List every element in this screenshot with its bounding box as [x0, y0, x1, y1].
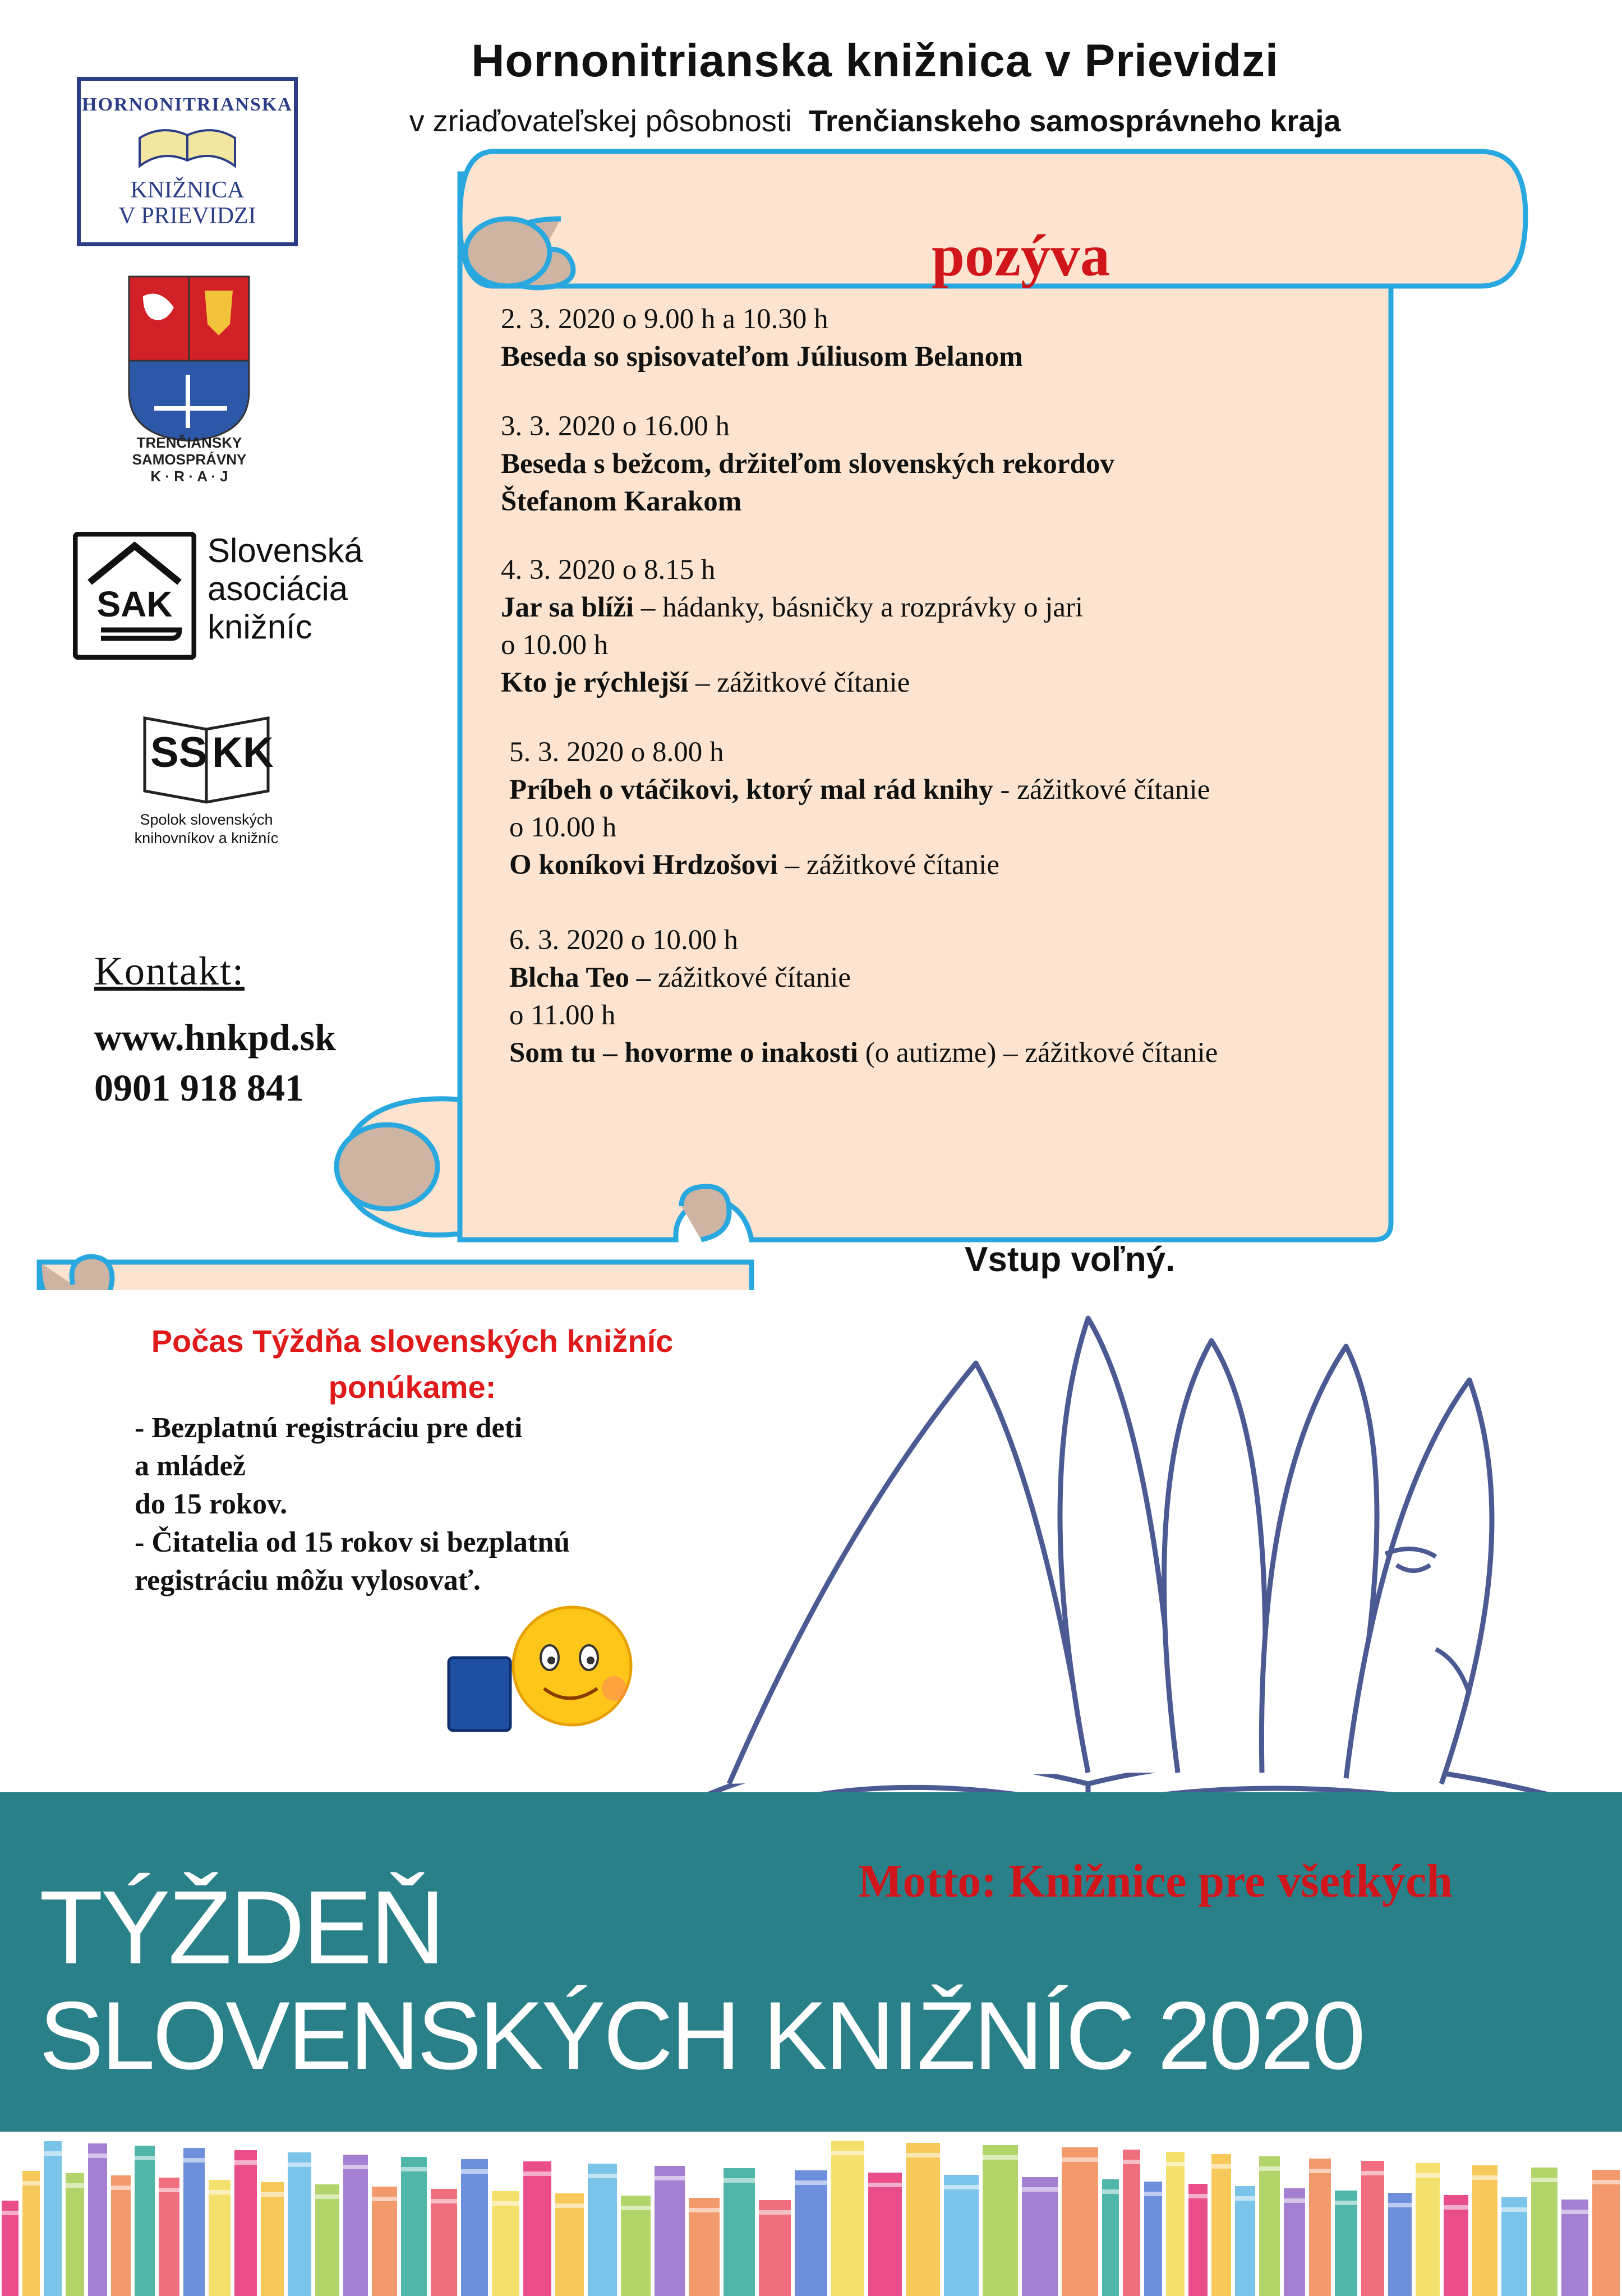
book-spine-band	[944, 2185, 979, 2189]
library-subtitle	[314, 104, 1436, 139]
book-spine	[1309, 2159, 1331, 2296]
book-spine-band	[401, 2167, 427, 2171]
book-spine	[261, 2182, 284, 2296]
event-item-title: O koníkovi Hrdzošovi	[509, 849, 778, 881]
book-spine	[159, 2178, 179, 2296]
book-spine	[1472, 2165, 1497, 2296]
event-date: 4. 3. 2020 o 8.15 h	[501, 554, 716, 586]
book-spine-band	[209, 2190, 231, 2194]
entry-free: Vstup voľný.	[965, 1240, 1176, 1279]
book-spine	[588, 2164, 617, 2296]
book-spine-band	[555, 2203, 584, 2208]
book-spine-band	[1259, 2166, 1280, 2171]
book-spine	[288, 2152, 311, 2296]
offer-heading-line1: Počas Týždňa slovenských knižníc	[151, 1323, 674, 1359]
region-line1: TRENČIANSKY	[136, 434, 242, 451]
subtitle-region: Trenčianskeho samosprávneho kraja	[808, 104, 1341, 138]
book-spine	[1123, 2150, 1140, 2296]
book-spine	[983, 2145, 1018, 2296]
offer-heading-line2: ponúkame:	[328, 1369, 496, 1405]
event-5	[509, 922, 1218, 1072]
book-spine	[795, 2170, 827, 2296]
contact-phone[interactable]: 0901 918 841	[94, 1066, 304, 1109]
book-spine-band	[461, 2169, 488, 2174]
book-spine	[1592, 2170, 1620, 2296]
book-spine-band	[2, 2211, 19, 2215]
sskk-logo	[128, 707, 285, 853]
book-spine	[724, 2168, 755, 2296]
sak-line2: asociácia	[208, 570, 348, 608]
book-spine	[1062, 2147, 1098, 2296]
book-spine	[88, 2143, 107, 2296]
book-spine	[209, 2180, 231, 2296]
event-item-title: Jar sa blíži	[501, 592, 634, 623]
event-4	[509, 734, 1210, 884]
book-spine	[1235, 2186, 1255, 2296]
sak-line1: Slovenská	[208, 532, 363, 569]
book-spine	[183, 2148, 205, 2296]
event-item-desc: – zážitkové čítanie	[688, 667, 910, 698]
book-spine-band	[1022, 2187, 1058, 2192]
offer-line: - Čitatelia od 15 rokov si bezplatnú	[135, 1526, 570, 1558]
book-spine	[1144, 2182, 1162, 2296]
banner-title-line1: TÝŽDEŇ	[39, 1870, 443, 1986]
book-spine-band	[795, 2180, 827, 2185]
book-spine-band	[492, 2201, 519, 2206]
book-spine	[1188, 2184, 1208, 2296]
book-spine-band	[88, 2154, 107, 2158]
book-spine-band	[689, 2208, 720, 2212]
event-item-desc: (o autizme) – zážitkové čítanie	[858, 1037, 1218, 1069]
sskk-abbr2: KK	[212, 729, 274, 776]
book-spine	[1259, 2156, 1280, 2296]
book-spine-band	[315, 2194, 339, 2199]
region-line2: SAMOSPRÁVNY	[132, 451, 247, 468]
book-spine-band	[1188, 2194, 1208, 2198]
coat-of-arms-icon	[121, 274, 258, 442]
book-spine-band	[655, 2176, 685, 2180]
motto: Motto: Knižnice pre všetkých	[858, 1855, 1453, 1907]
library-logo-line1: KNIŽNICA	[130, 177, 245, 203]
book-spine-band	[1102, 2189, 1119, 2194]
offer-heading	[118, 1318, 707, 1410]
book-spine	[135, 2146, 155, 2296]
book-spine	[1361, 2161, 1384, 2296]
book-spine	[555, 2193, 584, 2296]
book-spine	[1022, 2177, 1058, 2296]
book-spine	[66, 2173, 84, 2296]
book-spine	[906, 2143, 940, 2296]
book-spine-band	[868, 2183, 902, 2187]
book-spine-band	[1144, 2192, 1162, 2196]
book-spine-band	[431, 2199, 457, 2203]
event-time: o 10.00 h	[509, 812, 617, 843]
event-3	[501, 551, 1083, 702]
library-logo-line2: V PRIEVIDZI	[118, 203, 256, 229]
event-date: 6. 3. 2020 o 10.00 h	[509, 924, 738, 956]
book-spine	[492, 2191, 519, 2296]
book-spine-band	[111, 2185, 131, 2190]
book-spine-band	[183, 2158, 205, 2162]
library-logo-name	[81, 177, 294, 229]
book-spine	[1501, 2197, 1527, 2296]
event-time: o 10.00 h	[501, 629, 609, 661]
book-spine-band	[1444, 2205, 1468, 2210]
sak-logo	[73, 532, 196, 660]
event-item-desc: – hádanky, básničky a rozprávky o jari	[634, 592, 1084, 623]
book-spine	[944, 2175, 979, 2296]
book-spine-band	[621, 2206, 651, 2210]
event-item-title: Príbeh o vtáčikovi, ktorý mal rád knihy	[509, 774, 993, 806]
book-spine	[1388, 2193, 1412, 2296]
sak-line3: knižníc	[208, 608, 312, 646]
subtitle-prefix: v zriaďovateľskej pôsobnosti	[409, 104, 792, 138]
book-spine	[1102, 2179, 1119, 2296]
book-spine-band	[1335, 2201, 1357, 2205]
book-spine-band	[1284, 2198, 1305, 2203]
event-item-desc: – zážitkové čítanie	[777, 849, 999, 881]
book-spine-band	[343, 2165, 368, 2169]
book-spine	[1531, 2168, 1558, 2296]
book-spine	[372, 2187, 397, 2296]
book-spine-band	[1211, 2164, 1231, 2169]
book-spine-band	[523, 2171, 551, 2176]
event-item-title: Blcha Teo –	[509, 962, 651, 993]
sskk-line1: Spolok slovenských	[140, 811, 273, 828]
book-spine	[1211, 2154, 1231, 2296]
book-spine-band	[906, 2153, 940, 2157]
event-title: Beseda so spisovateľom Júliusom Belanom	[501, 341, 1023, 372]
sak-abbr: SAK	[96, 584, 173, 624]
book-spine-band	[234, 2160, 257, 2165]
book-spine-band	[1472, 2175, 1497, 2180]
book-spine-band	[759, 2210, 791, 2215]
book-spine-band	[135, 2156, 155, 2160]
smiley-reading-icon	[446, 1604, 659, 1733]
book-spine	[461, 2159, 488, 2296]
book-spine-band	[1592, 2180, 1620, 2184]
banner-title-line2: SLOVENSKÝCH KNIŽNÍC 2020	[39, 1982, 1363, 2090]
book-spine-band	[724, 2178, 755, 2183]
book-spine	[621, 2196, 651, 2296]
region-coat-of-arms	[121, 274, 258, 487]
book-spine	[315, 2184, 339, 2296]
event-time: o 11.00 h	[509, 1000, 616, 1031]
library-logo-arc: HORNONITRIANSKA	[82, 94, 293, 115]
event-item-desc: zážitkové čítanie	[651, 962, 851, 993]
book-spine	[1416, 2163, 1440, 2296]
event-item-title: Kto je rýchlejší	[501, 667, 689, 698]
book-spine-band	[983, 2155, 1018, 2160]
contact-heading: Kontakt:	[94, 949, 245, 993]
sskk-abbr1: SS	[150, 729, 208, 776]
event-title-cont: Štefanom Karakom	[501, 486, 742, 517]
book-spine	[831, 2141, 864, 2296]
event-item-desc: - zážitkové čítanie	[993, 774, 1210, 806]
book-spine-band	[588, 2174, 617, 2178]
event-item-title: Som tu – hovorme o inakosti	[509, 1037, 858, 1069]
book-spine-band	[1388, 2203, 1412, 2207]
book-spine-band	[372, 2197, 397, 2201]
book-spine	[1335, 2191, 1357, 2296]
book-spine	[655, 2166, 685, 2296]
book-spine-band	[1501, 2207, 1527, 2212]
region-line3: K · R · A · J	[150, 468, 228, 485]
book-spine-band	[1361, 2171, 1384, 2175]
event-1	[501, 301, 1023, 376]
book-spine-band	[22, 2181, 40, 2185]
book-spine-band	[1123, 2160, 1140, 2164]
book-spine-band	[831, 2151, 864, 2155]
invite-heading: pozýva	[932, 223, 1110, 288]
book-spine	[689, 2198, 720, 2296]
book-spine	[401, 2157, 427, 2296]
book-spine-band	[1166, 2162, 1185, 2166]
book-spine-band	[1235, 2196, 1255, 2201]
book-spine-band	[66, 2183, 84, 2188]
sak-name	[208, 532, 363, 646]
book-spine	[22, 2171, 40, 2296]
book-spine	[234, 2150, 257, 2296]
event-title: Beseda s bežcom, držiteľom slovenských rekordov	[501, 448, 1114, 480]
book-spine-band	[1561, 2210, 1588, 2214]
offer-list	[135, 1409, 570, 1600]
book-spine-band	[44, 2151, 62, 2156]
offer-line: registráciu môžu vylosovať.	[135, 1565, 481, 1596]
book-spine-band	[1309, 2169, 1331, 2173]
bookshelf-decoration	[0, 2132, 1622, 2296]
event-2	[501, 408, 1114, 521]
book-spine	[431, 2189, 457, 2296]
event-date: 3. 3. 2020 o 16.00 h	[501, 411, 730, 442]
book-spine	[1166, 2152, 1185, 2296]
open-book-icon	[134, 121, 241, 174]
book-spine	[343, 2155, 368, 2296]
book-spine	[868, 2173, 902, 2296]
book-spine	[111, 2175, 131, 2296]
offer-line: do 15 rokov.	[135, 1488, 288, 1520]
book-spine	[1444, 2195, 1468, 2296]
event-date: 2. 3. 2020 o 9.00 h a 10.30 h	[501, 303, 828, 335]
sskk-line2: knihovníkov a knižníc	[134, 830, 279, 846]
book-spine	[1284, 2188, 1305, 2296]
offer-line: a mládež	[135, 1450, 246, 1482]
book-spine-band	[288, 2162, 311, 2167]
book-spine-band	[159, 2188, 179, 2192]
book-spine-band	[1062, 2157, 1098, 2162]
book-spine-band	[1531, 2178, 1558, 2182]
book-spine	[44, 2141, 62, 2296]
offer-line: - Bezplatnú registráciu pre deti	[135, 1412, 523, 1444]
library-title: Hornonitrianska knižnica v Prievidzi	[471, 35, 1279, 86]
contact-web[interactable]: www.hnkpd.sk	[94, 1016, 336, 1059]
book-spine-band	[261, 2192, 284, 2197]
event-date: 5. 3. 2020 o 8.00 h	[509, 737, 724, 768]
library-logo	[77, 77, 298, 246]
book-spine	[523, 2161, 551, 2296]
book-spine-band	[1416, 2173, 1440, 2178]
